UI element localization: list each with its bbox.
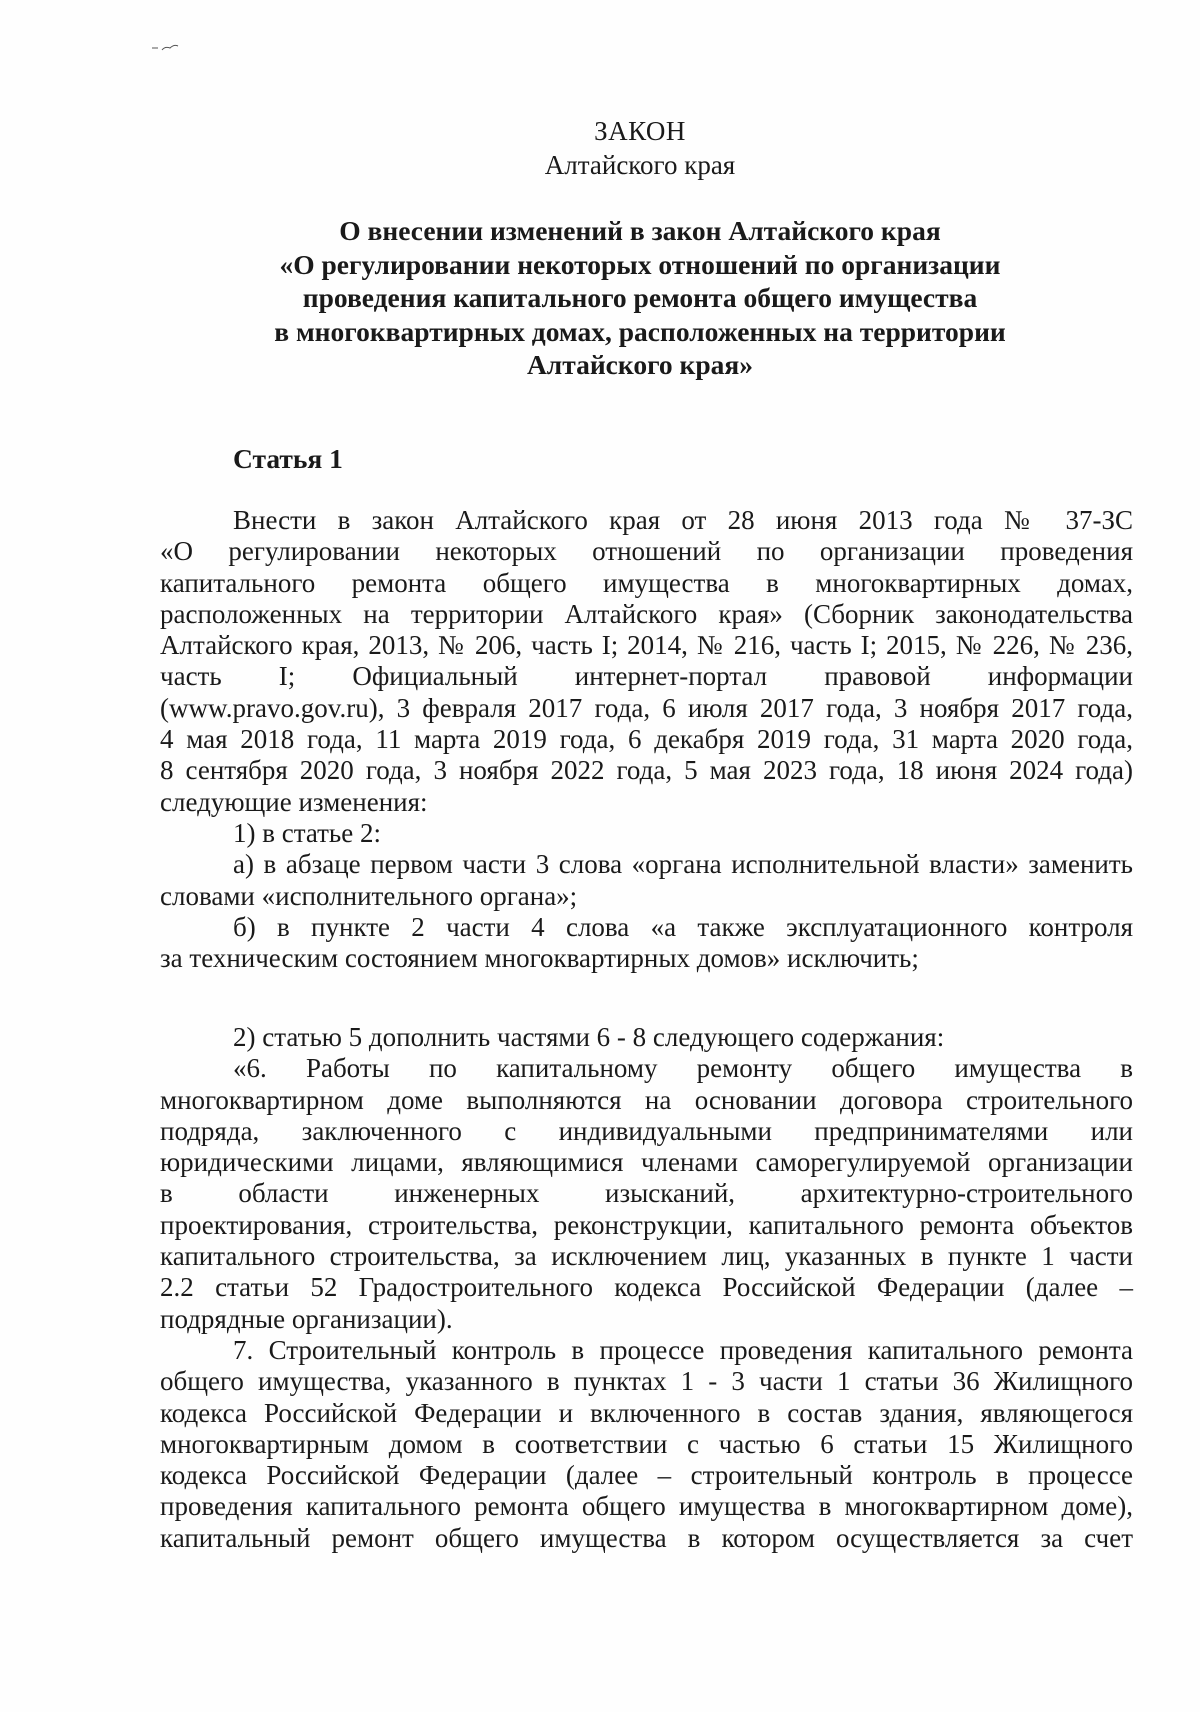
text-line: подряда, заключенного с индивидуальными предпринимателями или [160, 1115, 1133, 1146]
title-line: Алтайского края» [526, 349, 754, 380]
text-line: за техническим состоянием многоквартирных домов» исключить; [160, 943, 919, 974]
text-line: б) в пункте 2 части 4 слова «а также эксплуатационного контроля [233, 911, 1133, 942]
text-line: словами «исполнительного органа»; [160, 880, 578, 911]
text-line: в области инженерных изысканий, архитектурно-строительного [160, 1178, 1133, 1209]
text-line: а) в абзаце первом части 3 слова «органа исполнительной власти» заменить [233, 849, 1133, 880]
text-line: «6. Работы по капитальному ремонту общего имущества в [233, 1053, 1133, 1084]
text-line: Алтайского края, 2013, № 206, часть I; 2014, № 216, часть I; 2015, № 226, № 236, [160, 630, 1133, 661]
text-line: проектирования, строительства, реконструкции, капитального ремонта объектов [160, 1209, 1133, 1240]
title-line: в многоквартирных домах, расположенных на территории [274, 315, 1006, 347]
text-line: расположенных на территории Алтайского края» (Сборник законодательства [160, 598, 1133, 629]
text-line: капитального ремонта общего имущества в многоквартирных домах, [160, 567, 1133, 598]
text-line: часть I; Официальный интернет-портал правовой информации [160, 661, 1133, 692]
text-line: капитального строительства, за исключением лиц, указанных в пункте 1 части [160, 1241, 1133, 1272]
text-line: многоквартирным домом в соответствии с частью 6 статьи 15 Жилищного [160, 1428, 1133, 1459]
article-heading: Статья 1 [233, 443, 343, 474]
text-line: 1) в статье 2: [233, 817, 381, 848]
text-line: 2.2 статьи 52 Градостроительного кодекса Российской Федерации (далее – [160, 1272, 1133, 1303]
text-line: следующие изменения: [160, 786, 428, 817]
article-body-part-1 [160, 505, 1133, 974]
title-line: О внесении изменений в закон Алтайского края [339, 215, 941, 246]
text-line: 8 сентября 2020 года, 3 ноября 2022 года, 5 мая 2023 года, 18 июня 2024 года) [160, 755, 1133, 786]
text-line: многоквартирном доме выполняются на основании договора строительного [160, 1084, 1133, 1115]
text-line: проведения капитального ремонта общего имущества в многоквартирном доме), [160, 1491, 1133, 1522]
text-line: кодекса Российской Федерации и включенного в состав здания, являющегося [160, 1397, 1133, 1428]
law-region: Алтайского края [544, 150, 736, 180]
text-line: кодекса Российской Федерации (далее – строительный контроль в процессе [160, 1460, 1133, 1491]
title-line: проведения капитального ремонта общего имущества [302, 282, 978, 313]
text-line: 2) статью 5 дополнить частями 6 - 8 следующего содержания: [233, 1022, 945, 1052]
text-line: общего имущества, указанного в пунктах 1 - 3 части 1 статьи 36 Жилищного [160, 1366, 1133, 1397]
text-line: юридическими лицами, являющимися членами саморегулируемой организации [160, 1147, 1133, 1178]
scan-mark-icon [150, 42, 180, 54]
law-title: ЗАКОН [594, 116, 686, 146]
text-line: подрядные организации). [160, 1303, 453, 1334]
text-line: капитальный ремонт общего имущества в котором осуществляется за счет [160, 1522, 1133, 1553]
text-line: 4 мая 2018 года, 11 марта 2019 года, 6 декабря 2019 года, 31 марта 2020 года, [160, 724, 1133, 755]
text-line: «О регулировании некоторых отношений по организации проведения [160, 536, 1133, 567]
article-body-part-2 [160, 1022, 1133, 1554]
text-line: 7. Строительный контроль в процессе проведения капитального ремонта [233, 1334, 1133, 1365]
text-line: (www.pravo.gov.ru), 3 февраля 2017 года, 6 июля 2017 года, 3 ноября 2017 года, [160, 692, 1133, 723]
law-subject-title [160, 214, 1120, 382]
text-line: Внести в закон Алтайского края от 28 июня 2013 года № 37-ЗС [233, 505, 1133, 535]
title-line: «О регулировании некоторых отношений по организации [279, 248, 1001, 280]
